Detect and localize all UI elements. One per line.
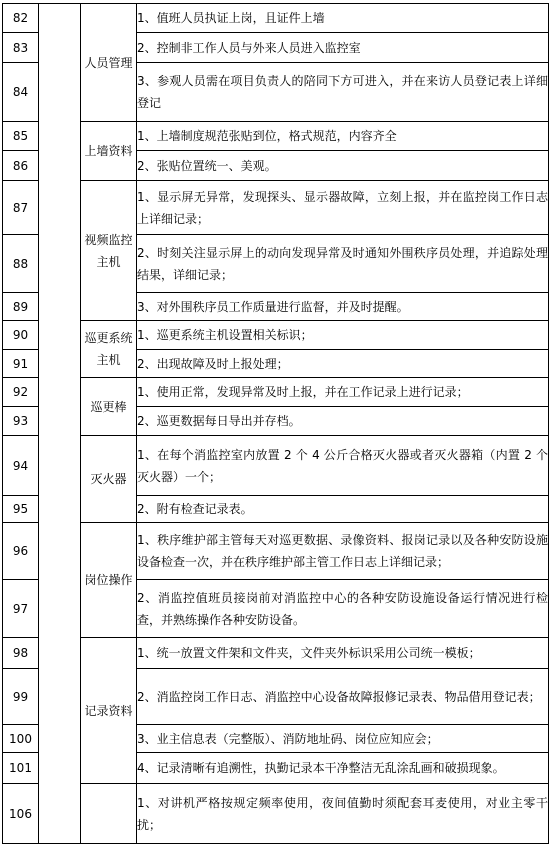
table-row (3, 436, 549, 496)
row-number: 101 (3, 753, 39, 784)
standard-text: 1、对讲机严格按规定频率使用，夜间值勤时须配套耳麦使用，对业主零干扰； (137, 784, 549, 844)
standard-text: 2、消监控值班员接岗前对消监控中心的各种安防设施设备运行情况进行检查，并熟练操作各种安防设备。 (137, 580, 549, 638)
table-row (3, 638, 549, 669)
standard-text: 1、使用正常，发现异常及时上报，并在工作记录上进行记录； (137, 378, 549, 407)
row-number: 93 (3, 407, 39, 436)
standard-text: 1、显示屏无异常，发现探头、显示器故障，立刻上报，并在监控岗工作日志上详细记录； (137, 181, 549, 235)
row-number: 99 (3, 669, 39, 725)
standard-text: 3、对外围秩序员工作质量进行监督，并及时提醒。 (137, 293, 549, 321)
row-number: 84 (3, 63, 39, 122)
table-row (3, 321, 549, 350)
standard-text: 1、值班人员执证上岗，且证件上墙 (137, 4, 549, 33)
table-row (3, 122, 549, 151)
row-number: 86 (3, 151, 39, 181)
category-cell: 巡更棒 (81, 378, 137, 436)
row-number: 90 (3, 321, 39, 350)
row-number: 88 (3, 235, 39, 293)
row-number: 97 (3, 580, 39, 638)
row-number: 89 (3, 293, 39, 321)
category-cell: 记录资料 (81, 638, 137, 784)
category-cell: 上墙资料 (81, 122, 137, 181)
row-number: 82 (3, 4, 39, 33)
category-cell: 巡更系统主机 (81, 321, 137, 378)
row-number: 87 (3, 181, 39, 235)
standard-text: 2、时刻关注显示屏上的动向发现异常及时通知外围秩序员处理，并追踪处理结果，详细记录； (137, 235, 549, 293)
row-number: 95 (3, 496, 39, 523)
standard-text: 1、上墙制度规范张贴到位，格式规范，内容齐全 (137, 122, 549, 151)
standard-text: 2、控制非工作人员与外来人员进入监控室 (137, 33, 549, 63)
standard-text: 1、巡更系统主机设置相关标识； (137, 321, 549, 350)
standard-text: 2、附有检查记录表。 (137, 496, 549, 523)
row-number: 94 (3, 436, 39, 496)
row-number: 106 (3, 784, 39, 844)
standard-text: 3、参观人员需在项目负责人的陪同下方可进入，并在来访人员登记表上详细登记 (137, 63, 549, 122)
category-cell-empty (81, 784, 137, 844)
standard-text: 1、统一放置文件架和文件夹，文件夹外标识采用公司统一模板； (137, 638, 549, 669)
inspection-standards-table (2, 3, 549, 844)
table-row (3, 784, 549, 844)
standard-text: 3、业主信息表（完整版）、消防地址码、岗位应知应会； (137, 725, 549, 753)
category-cell: 人员管理 (81, 4, 137, 122)
standard-text: 2、巡更数据每日导出并存档。 (137, 407, 549, 436)
row-number: 83 (3, 33, 39, 63)
row-number: 92 (3, 378, 39, 407)
category-cell: 灭火器 (81, 436, 137, 523)
category-cell: 视频监控主机 (81, 181, 137, 321)
table-row (3, 378, 549, 407)
row-number: 96 (3, 523, 39, 580)
row-number: 91 (3, 350, 39, 378)
category-cell: 岗位操作 (81, 523, 137, 638)
standard-text: 1、秩序维护部主管每天对巡更数据、录像资料、报岗记录以及各种安防设施设备检查一次，并在秩序维护部主管工作日志上详细记录； (137, 523, 549, 580)
standard-text: 2、出现故障及时上报处理； (137, 350, 549, 378)
row-number: 98 (3, 638, 39, 669)
row-number: 85 (3, 122, 39, 151)
standard-text: 4、记录清晰有追溯性，执勤记录本干净整洁无乱涂乱画和破损现象。 (137, 753, 549, 784)
table-row (3, 523, 549, 580)
blank-column (39, 4, 81, 844)
table-row (3, 181, 549, 235)
standard-text: 1、在每个消监控室内放置 2 个 4 公斤合格灭火器或者灭火器箱（内置 2 个灭火器）一个； (137, 436, 549, 496)
standard-text: 2、消监控岗工作日志、消监控中心设备故障报修记录表、物品借用登记表； (137, 669, 549, 725)
row-number: 100 (3, 725, 39, 753)
standard-text: 2、张贴位置统一、美观。 (137, 151, 549, 181)
table-row (3, 4, 549, 33)
